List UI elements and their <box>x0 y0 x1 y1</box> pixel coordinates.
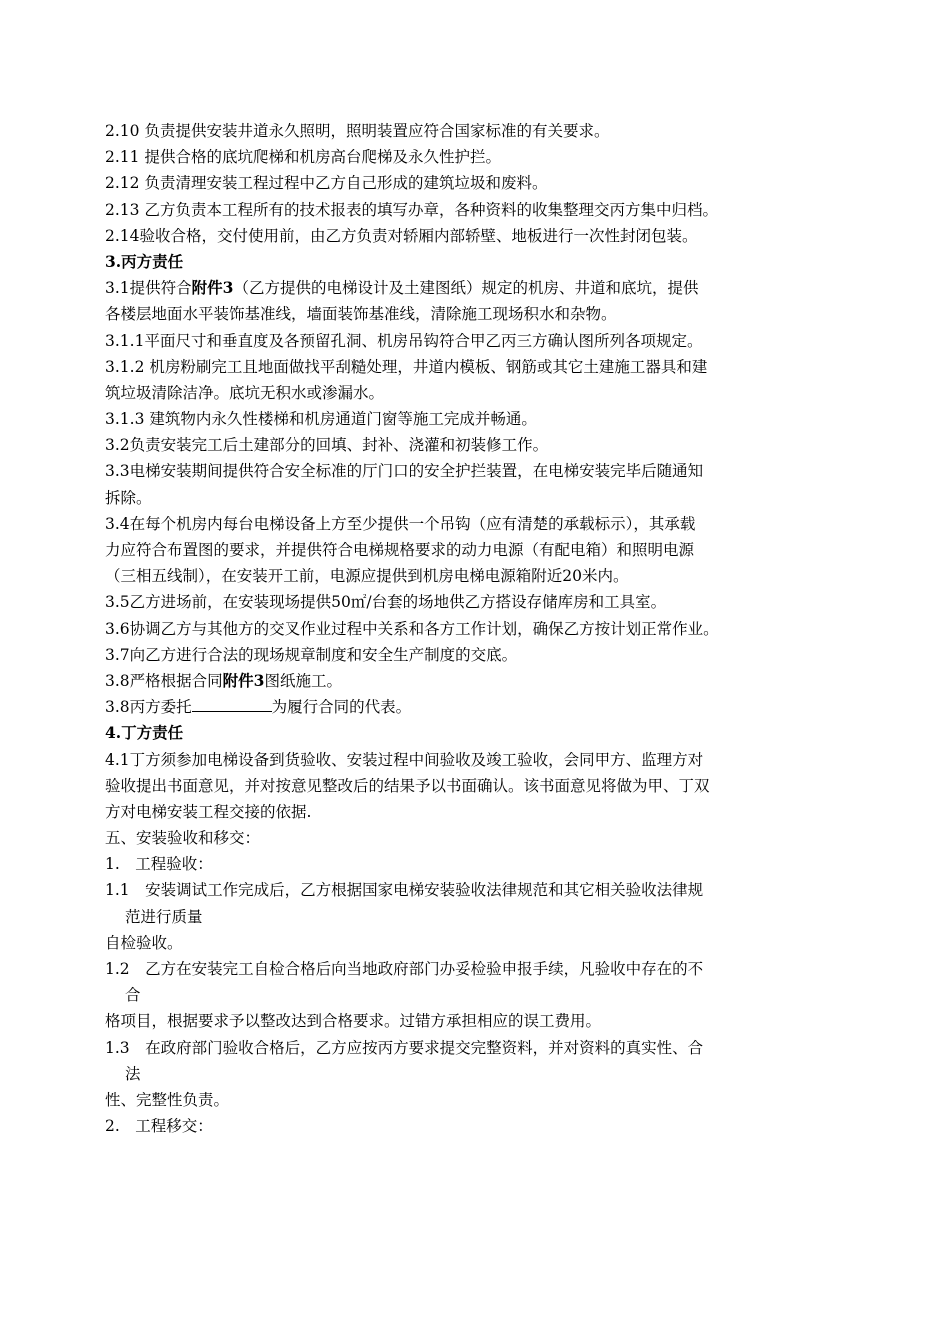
clause-3-1-2-cont: 筑垃圾清除洁净。底坑无积水或渗漏水。 <box>105 383 385 402</box>
clause-3-6: 3.6协调乙方与其他方的交叉作业过程中关系和各方工作计划，确保乙方按计划正常作业。 <box>105 619 719 638</box>
section-heading-4: 4.丁方责任 <box>105 723 184 743</box>
clause-3-1 <box>105 275 865 301</box>
clause-3-2: 3.2负责安装完工后土建部分的回填、封补、浇灌和初装修工作。 <box>105 436 549 455</box>
clause-3-3: 3.3电梯安装期间提供符合安全标准的厅门口的安全护拦装置，在电梯安装完毕后随通知 <box>105 462 704 481</box>
text-segment: 3.8丙方委托 <box>105 698 192 717</box>
clause-3-5: 3.5乙方进场前，在安装现场提供50㎡/台套的场地供乙方搭设存储库房和工具室。 <box>105 593 667 612</box>
section-heading-3: 3.丙方责任 <box>105 251 184 271</box>
clause-3-1-3: 3.1.3 建筑物内永久性楼梯和机房通道门窗等施工完成并畅通。 <box>105 410 537 429</box>
clause-4-1-cont: 验收提出书面意见，并对按意见整改后的结果予以书面确认。该书面意见将做为甲、丁双 <box>105 776 710 795</box>
clause-2-14: 2.14验收合格，交付使用前，由乙方负责对轿厢内部轿壁、地板进行一次性封闭包装。 <box>105 226 698 245</box>
clause-1-3: 1.3 在政府部门验收合格后，乙方应按丙方要求提交完整资料，并对资料的真实性、合 <box>105 1038 704 1057</box>
clause-3-4: 3.4在每个机房内每台电梯设备上方至少提供一个吊钩（应有清楚的承载标示），其承载 <box>105 514 696 533</box>
clause-3-4-cont: （三相五线制），在安装开工前，电源应提供到机房电梯电源箱附近20米内。 <box>105 567 629 586</box>
clause-1-2-cont: 合 <box>125 986 141 1005</box>
text-segment: 3.1提供符合 <box>105 279 192 298</box>
clause-1-1: 1.1 安装调试工作完成后，乙方根据国家电梯安装验收法律规范和其它相关验收法律规 <box>105 881 704 900</box>
clause-3-1-1: 3.1.1平面尺寸和垂直度及各预留孔洞、机房吊钩符合甲乙丙三方确认图所列各项规定。 <box>105 331 703 350</box>
clause-3-1-cont: 各楼层地面水平装饰基准线，墙面装饰基准线，清除施工现场积水和杂物。 <box>105 305 617 324</box>
text-segment: 图纸施工。 <box>264 671 342 690</box>
clause-2-13: 2.13 乙方负责本工程所有的技术报表的填写办章，各种资料的收集整理交丙方集中归档。 <box>105 200 718 219</box>
clause-3-8 <box>105 668 865 694</box>
clause-3-8-representative <box>105 694 865 720</box>
document-page <box>105 118 865 1139</box>
attachment-reference: 附件3 <box>222 670 265 690</box>
clause-3-7: 3.7向乙方进行合法的现场规章制度和安全生产制度的交底。 <box>105 645 518 664</box>
sub-heading-1: 1. 工程验收： <box>105 855 213 874</box>
clause-4-1: 4.1丁方须参加电梯设备到货验收、安装过程中间验收及竣工验收，会同甲方、监理方对 <box>105 750 704 769</box>
text-segment: 3.8严格根据合同 <box>105 671 223 690</box>
clause-4-1-cont: 方对电梯安装工程交接的依据. <box>105 802 312 821</box>
clause-3-3-cont: 拆除。 <box>105 488 152 507</box>
clause-1-1-cont: 自检验收。 <box>105 933 183 952</box>
clause-1-2: 1.2 乙方在安装完工自检合格后向当地政府部门办妥检验申报手续，凡验收中存在的不 <box>105 960 704 978</box>
blank-underline <box>192 696 272 712</box>
clause-2-12: 2.12 负责清理安装工程过程中乙方自己形成的建筑垃圾和废料。 <box>105 174 548 193</box>
clause-1-1-cont: 范进行质量 <box>125 907 203 926</box>
clause-2-10: 2.10 负责提供安装井道永久照明，照明装置应符合国家标准的有关要求。 <box>105 122 610 140</box>
clause-2-11: 2.11 提供合格的底坑爬梯和机房高台爬梯及永久性护拦。 <box>105 148 501 167</box>
clause-3-1-2: 3.1.2 机房粉刷完工且地面做找平刮糙处理，井道内模板、钢筋或其它土建施工器具和建 <box>105 357 708 376</box>
text-segment: 为履行合同的代表。 <box>271 698 412 717</box>
text-segment: （乙方提供的电梯设计及土建图纸）规定的机房、井道和底坑，提供 <box>233 279 699 298</box>
clause-1-2-cont: 格项目，根据要求予以整改达到合格要求。过错方承担相应的误工费用。 <box>105 1012 602 1031</box>
attachment-reference: 附件3 <box>191 278 234 298</box>
clause-1-3-cont: 性、完整性负责。 <box>105 1090 230 1109</box>
clause-3-4-cont: 力应符合布置图的要求，并提供符合电梯规格要求的动力电源（有配电箱）和照明电源 <box>105 541 695 559</box>
clause-1-3-cont: 法 <box>125 1064 141 1083</box>
sub-heading-2: 2. 工程移交： <box>105 1117 213 1136</box>
chapter-heading-5: 五、安装验收和移交： <box>105 829 261 848</box>
